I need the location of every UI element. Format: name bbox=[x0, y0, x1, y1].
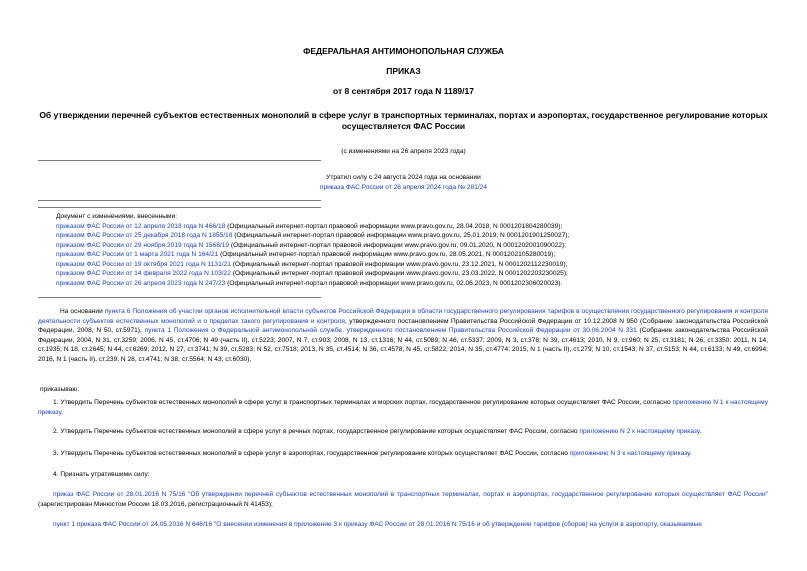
appendix-3-link[interactable]: приложению N 3 к настоящему приказу bbox=[569, 450, 690, 457]
doc-type: ПРИКАЗ bbox=[386, 66, 421, 76]
divider bbox=[38, 297, 321, 298]
repealed-item-1: приказ ФАС России от 28.01.2016 N 75/16 "Об утверждении перечней субъектов естественных монополий в транспортных терминалах, портах и аэропортах, государственное регулирование которых осуществляет ФАС России" (зарегистрирован Минюстом России 18.03.2016, регистрационный N 41453); bbox=[38, 491, 768, 508]
divider bbox=[38, 207, 321, 208]
change-link[interactable]: приказом ФАС России от 12 апреля 2018 года N 466/18 bbox=[56, 222, 226, 230]
basis-link-2[interactable]: пункта 1 Положения о Федеральной антимонопольной службе, утвержденного постановлением Правительства Российской Федерации от 30.06.2004 N 331 bbox=[144, 327, 637, 334]
status-link[interactable]: приказа ФАС России от 26 апреля 2024 года № 281/24 bbox=[319, 184, 488, 191]
order-word: приказываю: bbox=[40, 386, 80, 393]
status-line: Утратил силу с 24 августа 2024 года на основании bbox=[326, 174, 481, 181]
change-item: приказом ФАС России от 26 апреля 2023 года N 247/23 (Официальный интернет-портал правовой информации www.pravo.gov.ru, 02.06.2023, N 0001202306020023). bbox=[56, 279, 563, 287]
revision-note: (с изменениями на 26 апреля 2023 года) bbox=[341, 148, 466, 155]
order-item-3: 3. Утвердить Перечень субъектов естественных монополий в сфере услуг в аэропортах, государственное регулирование которых осуществляет ФАС России, согласно приложению N 3 к настоящему приказу. bbox=[53, 450, 692, 457]
doc-title: Об утверждении перечней субъектов естественных монополий в сфере услуг в транспортных терминалах, портах и аэропортах, государственное регулирование которых осуществляется ФАС России bbox=[39, 110, 768, 131]
change-item: приказом ФАС России от 14 февраля 2022 года N 103/22 (Официальный интернет-портал правовой информации www.pravo.gov.ru, 23.03.2022, N 0001202203230025); bbox=[56, 270, 568, 277]
change-link[interactable]: приказом ФАС России от 29 ноября 2019 года N 1568/19 bbox=[56, 241, 230, 249]
change-item: приказом ФАС России от 19 октября 2021 года N 1131/21 (Официальный интернет-портал правовой информации www.pravo.gov.ru, 23.12.2021, N 0001202112230019); bbox=[56, 260, 568, 268]
repealed-link-1[interactable]: приказ ФАС России от 28.01.2016 N 75/16 "Об утверждении перечней субъектов естественных монополий в транспортных терминалах, портах и аэропортах, государственное регулирование которых осуществляет ФАС России" bbox=[53, 491, 768, 498]
repealed-item-2 bbox=[53, 520, 783, 530]
change-item: приказом ФАС России от 29 ноября 2019 года N 1568/19 (Официальный интернет-портал правовой информации www.pravo.gov.ru, 09.01.2020, N 0001202001090022); bbox=[56, 241, 567, 249]
change-item: приказом ФАС России от 25 декабря 2018 года N 1855/18 (Официальный интернет-портал правовой информации www.pravo.gov.ru, 25.01.2019, N 0001201901250027); bbox=[56, 232, 570, 239]
doc-date-number: от 8 сентября 2017 года N 1189/17 bbox=[333, 86, 474, 96]
change-link[interactable]: приказом ФАС России от 1 марта 2021 года N 164/21 bbox=[56, 251, 219, 258]
agency-name: ФЕДЕРАЛЬНАЯ АНТИМОНОПОЛЬНАЯ СЛУЖБА bbox=[303, 46, 504, 56]
changes-list bbox=[56, 212, 796, 288]
changes-heading: Документ с изменениями, внесенными: bbox=[56, 213, 178, 220]
repealed-link-2[interactable]: пункт 1 приказа ФАС России от 24.05.2016 N 646/16 "О внесении изменения в приложение 3 к приказу ФАС России от 28.01.2016 N 75/16 и об утверждении тарифов (сборов) на услуги в аэропорту, оказываемые bbox=[53, 521, 702, 528]
divider bbox=[38, 200, 321, 201]
change-link[interactable]: приказом ФАС России от 14 февраля 2022 года N 103/22 bbox=[56, 270, 231, 277]
order-item-2: 2. Утвердить Перечень субъектов естественных монополий в сфере услуг в речных портах, государственное регулирование которых осуществляет ФАС России, согласно приложению N 2 к настоящему приказу. bbox=[53, 428, 702, 435]
order-item-4: 4. Признать утратившими силу: bbox=[53, 471, 150, 478]
appendix-2-link[interactable]: приложению N 2 к настоящему приказу bbox=[579, 428, 700, 435]
change-link[interactable]: приказом ФАС России от 19 октября 2021 года N 1131/21 bbox=[56, 260, 231, 268]
change-item: приказом ФАС России от 12 апреля 2018 года N 466/18 (Официальный интернет-портал правовой информации www.pravo.gov.ru, 28.04.2018, N 0001201804280039); bbox=[56, 222, 563, 230]
change-link[interactable]: приказом ФАС России от 25 декабря 2018 года N 1855/18 bbox=[56, 232, 233, 239]
change-link[interactable]: приказом ФАС России от 26 апреля 2023 года N 247/23 bbox=[56, 279, 226, 287]
basis-link-1[interactable]: пункта 6 Положения об участии органов исполнительной власти субъектов Российской Федерации в области государственного регулирования тарифов в осуществлении государственного регулирования и контроля деятельности субъектов естественных монополий и о пределах такого регулирования и контроля bbox=[38, 308, 768, 325]
divider bbox=[38, 160, 321, 161]
order-item-1: 1. Утвердить Перечень субъектов естественных монополий в сфере услуг в транспортных терминалах и морских портах, государственное регулирование которых осуществляет ФАС России, согласно приложению N 1 к настоящему приказу. bbox=[38, 399, 768, 416]
change-item: приказом ФАС России от 1 марта 2021 года N 164/21 (Официальный интернет-портал правовой информации www.pravo.gov.ru, 28.05.2021, N 0001202105280019); bbox=[56, 251, 556, 258]
basis-paragraph: На основании пункта 6 Положения об участии органов исполнительной власти субъектов Российской Федерации в области государственного регулирования тарифов в осуществлении государственного регулирования и контроля деятельности субъектов естественных монополий и о пределах такого регулирования и контроля, утвержденного постановлением Правительства Российской Федерации от 10.12.2008 N 950 (Собрание законодательства Российской Федерации, 2008, N 50, ст.5971), пункта 1 Положения о Федеральной антимонопольной службе, утвержденного постановлением Правительства Российской Федерации от 30.06.2004 N 331 (Собрание законодательства Российской Федерации, 2004, N 31, ст.3259; 2006, N 45, ст.4706; N 49 (часть II), ст.5223; 2007, N 7, ст.903; 2008, N 13, ст.1316; N 44, ст.5089; N 46, ст.5337; 2009, N 3, ст.378; N 39, ст.4613; 2010, N 9, ст.960; N 25, ст.3181; N 26, ст.3350; 2011, N 14, ст.1935; N 18, ст.2645; N 44, ст.6269; 2012, N 27, ст.3741; N 39, ст.5283; N 52, ст.7518; 2013, N 35, ст.4514; N 36, ст.4578; N 45, ст.5822; 2014, N 35, ст.4774; 2015, N 1 (часть II), ст.279; N 10, ст.1543; N 37, ст.5153; N 44, ст.6133; N 49, ст.6994; 2016, N 1 (часть II), ст.239; N 28, ст.4741; N 38, ст.5564; N 43, ст.6030), bbox=[38, 308, 768, 363]
appendix-1-link[interactable]: приложению N 1 к настоящему приказу bbox=[38, 399, 768, 416]
